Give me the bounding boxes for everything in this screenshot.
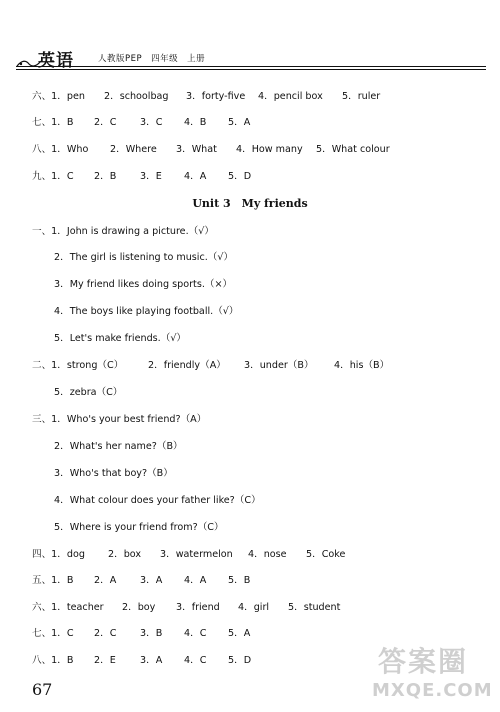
answer-cell: 4．his（B） [334, 360, 390, 371]
answer-cell: 2．E [94, 655, 116, 666]
answer-cell: 六、1．pen [32, 91, 85, 102]
section1-item: 4．The boys like playing football.（√） [54, 306, 239, 317]
answer-cell: 4．C [184, 655, 207, 666]
answer-cell: 二、1．strong（C） [32, 360, 124, 371]
watermark-logo [372, 636, 492, 706]
answer-cell: 5．D [228, 655, 252, 666]
answer-cell: 2．A [94, 575, 117, 586]
answer-cell: 4．girl [238, 602, 270, 613]
answer-cell: 四、1．dog [32, 549, 85, 560]
header-rule-thin [16, 69, 486, 70]
section2-item: 5．zebra（C） [54, 387, 123, 398]
answer-cell: 2．C [94, 628, 117, 639]
section1-item: 一、1．John is drawing a picture.（√） [32, 226, 214, 237]
answer-cell: 八、1．Who [32, 144, 89, 155]
answer-cell: 5．A [228, 628, 251, 639]
answer-cell: 九、1．C [32, 171, 74, 182]
page-header [16, 44, 486, 70]
section3-item: 4．What colour does your father like?（C） [54, 495, 261, 506]
section3-item: 三、1．Who's your best friend?（A） [32, 414, 207, 425]
answer-cell: 2．Where [110, 144, 157, 155]
edition-info: 人教版PEP 四年级 上册 [98, 54, 206, 64]
answer-cell: 4．pencil box [258, 91, 323, 102]
answer-cell: 5．B [228, 575, 251, 586]
answer-cell: 3．A [140, 575, 163, 586]
answer-cell: 2．B [94, 171, 117, 182]
answer-cell: 八、1．B [32, 655, 74, 666]
answer-cell: 3．under（B） [244, 360, 314, 371]
answer-cell: 4．nose [248, 549, 287, 560]
answer-cell: 4．A [184, 575, 207, 586]
answer-cell: 2．boy [122, 602, 156, 613]
section1-item: 2．The girl is listening to music.（√） [54, 252, 234, 263]
answer-cell: 2．C [94, 117, 117, 128]
answer-cell: 七、1．B [32, 117, 74, 128]
answer-cell: 5．ruler [342, 91, 381, 102]
answer-cell: 3．friend [176, 602, 220, 613]
answer-cell: 3．What [176, 144, 217, 155]
page-number: 67 [32, 680, 53, 699]
watermark-url: MXQE.COM [372, 680, 493, 701]
answer-cell: 七、1．C [32, 628, 74, 639]
answer-cell: 5．D [228, 171, 252, 182]
answer-cell: 5．student [288, 602, 341, 613]
section3-item: 3．Who's that boy?（B） [54, 468, 173, 479]
answer-cell: 4．B [184, 117, 207, 128]
answer-cell: 3．forty-five [186, 91, 246, 102]
answer-cell: 五、1．B [32, 575, 74, 586]
answer-cell: 5．What colour [316, 144, 390, 155]
header-rule [16, 66, 486, 67]
answer-cell: 5．A [228, 117, 251, 128]
answer-cell: 4．How many [236, 144, 303, 155]
answer-cell: 2．box [108, 549, 142, 560]
answer-cell: 3．C [140, 117, 163, 128]
answer-cell: 3．watermelon [160, 549, 233, 560]
answer-cell: 2．friendly（A） [148, 360, 226, 371]
watermark-text: 答案圈 [378, 645, 469, 678]
answer-cell: 六、1．teacher [32, 602, 104, 613]
section1-item: 3．My friend likes doing sports.（×） [54, 279, 233, 290]
answer-cell: 3．A [140, 655, 163, 666]
section1-item: 5．Let's make friends.（√） [54, 333, 187, 344]
answer-cell: 4．C [184, 628, 207, 639]
unit-title: Unit 3 My friends [192, 197, 308, 210]
answer-cell: 3．E [140, 171, 162, 182]
subject-title: 英语 [38, 51, 74, 71]
section3-item: 5．Where is your friend from?（C） [54, 522, 224, 533]
section3-item: 2．What's her name?（B） [54, 441, 183, 452]
answer-cell: 2．schoolbag [104, 91, 169, 102]
answer-cell: 3．B [140, 628, 163, 639]
answer-cell: 5．Coke [306, 549, 346, 560]
answer-cell: 4．A [184, 171, 207, 182]
